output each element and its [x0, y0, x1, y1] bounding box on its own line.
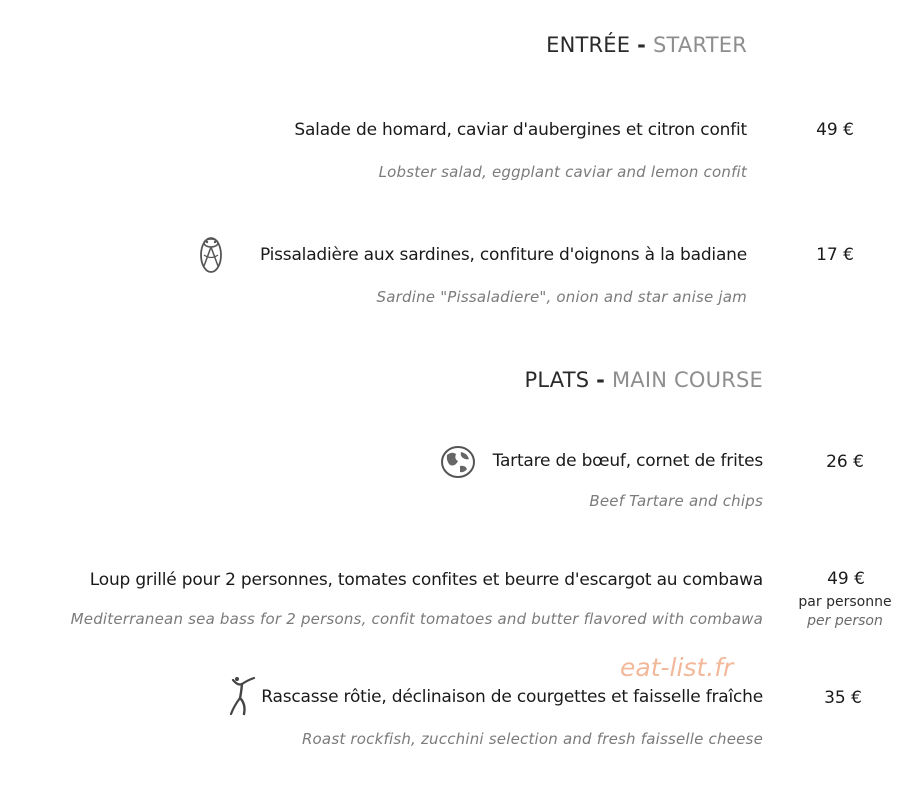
menu-item-name: Salade de homard, caviar d'aubergines et citron confit	[294, 120, 747, 140]
heading-fr: PLATS	[524, 368, 590, 392]
menu-item-price: 35 €	[824, 688, 862, 708]
heading-en: STARTER	[652, 33, 747, 57]
globe-icon	[440, 445, 476, 479]
price-note: par personne	[798, 594, 892, 610]
menu-item-translation: Lobster salad, eggplant caviar and lemon confit	[378, 163, 747, 181]
menu-item-translation: Roast rockfish, zucchini selection and fresh faisselle cheese	[301, 730, 763, 748]
heading-en: MAIN COURSE	[611, 368, 763, 392]
cicada-icon	[196, 233, 226, 277]
menu-item-price: 49 €	[816, 120, 854, 140]
menu-item-price: 26 €	[826, 452, 864, 472]
menu-item-name: Rascasse rôtie, déclinaison de courgettes et faisselle fraîche	[261, 687, 763, 707]
menu-item-translation: Beef Tartare and chips	[589, 492, 763, 510]
section-heading-starter	[546, 33, 747, 57]
heading-fr: ENTRÉE	[546, 33, 631, 57]
price-note-translation: per person	[807, 613, 883, 629]
menu-item-name: Loup grillé pour 2 personnes, tomates confites et beurre d'escargot au combawa	[89, 570, 763, 590]
dancer-icon	[228, 676, 258, 718]
heading-separator: -	[637, 33, 647, 57]
menu-item-translation: Mediterranean sea bass for 2 persons, confit tomatoes and butter flavored with combawa	[70, 610, 763, 628]
section-heading-main-course	[525, 368, 763, 392]
menu-item-name: Pissaladière aux sardines, confiture d'oignons à la badiane	[259, 245, 747, 265]
menu-item-name: Tartare de bœuf, cornet de frites	[492, 451, 763, 471]
menu-item-price: 49 €	[827, 569, 865, 589]
menu-item-translation: Sardine "Pissaladiere", onion and star anise jam	[376, 288, 747, 306]
watermark: eat-list.fr	[620, 653, 734, 682]
menu-item-price: 17 €	[816, 245, 854, 265]
heading-separator: -	[596, 368, 606, 392]
